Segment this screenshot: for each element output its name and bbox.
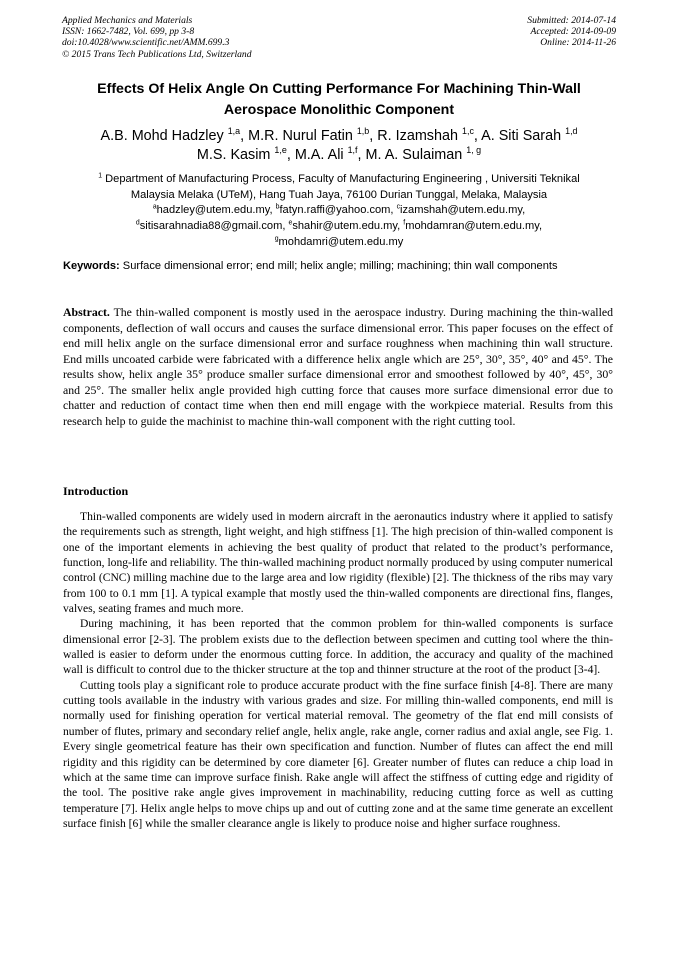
- keywords-block: [63, 259, 611, 274]
- accepted-date: Accepted: 2014-09-09: [530, 26, 616, 38]
- affiliation-mark: 1: [98, 172, 103, 180]
- doi-line: doi:10.4028/www.scientific.net/AMM.699.3: [62, 37, 230, 49]
- submitted-date: Submitted: 2014-07-14: [527, 15, 616, 26]
- email-mark: c: [396, 203, 401, 211]
- copyright-line: © 2015 Trans Tech Publications Ltd, Switzerland: [62, 48, 252, 60]
- keywords-label: Keywords:: [63, 260, 120, 272]
- email-mark: e: [288, 219, 293, 227]
- abstract-label: Abstract.: [63, 305, 110, 319]
- email-link[interactable]: sitisarahnadia88@gmail.com: [139, 220, 283, 233]
- author-name: A. Siti Sarah: [481, 128, 562, 144]
- author-line-1: A.B. Mohd Hadzley $^{1,a}$, M.R. Nurul Fatin $^{1,b}$, R. Izamshah $^{1,c}$, A. Siti Sarah $^{1,d}$: [100, 126, 578, 144]
- keywords-text: Surface dimensional error; end mill; helix angle; milling; machining; thin wall components: [119, 260, 558, 272]
- author-affil-mark: 1,d: [565, 126, 578, 137]
- author-name: M.A. Ali: [294, 147, 344, 163]
- email-line-3: [50, 235, 628, 251]
- email-mark: g: [274, 235, 279, 243]
- email-link[interactable]: mohdamran@utem.edu.my: [405, 220, 539, 233]
- email-mark: f: [403, 219, 406, 227]
- issn-line: ISSN: 1662-7482, Vol. 699, pp 3-8: [62, 26, 195, 38]
- author-list: [30, 127, 648, 165]
- paragraph: Thin-walled components are widely used in modern aircraft in the aeronautics industry where it applied to satisfy the requirements such as strength, light weight, and high stiffness [1]. The high precision of thin-walled component is one of the important elements in achieving the best quality of product that related to the product’s performance, function, long-life and reliability. The thin-walled machining product normally produced by using computer numerical control (CNC) milling machine due to the large area and low rigidity (flexible) [2]. The thickness of the ribs may vary from 100 to 0.1 mm [1]. A typical example that mostly used the thin-walled components are directional fins, flanges, valves, seating frames and much more.: [63, 510, 613, 616]
- section-heading-introduction: Introduction: [63, 484, 129, 498]
- introduction-body: [63, 509, 613, 831]
- affiliation-block: [50, 172, 628, 251]
- affiliation-line-2: Malaysia Melaka (UTeM), Hang Tuah Jaya, 76100 Durian Tunggal, Melaka, Malaysia: [130, 188, 548, 201]
- author-name: M.S. Kasim: [196, 147, 271, 163]
- email-line-2: $^d$sitisarahnadia88@gmail.com, $^e$shahir@utem.edu.my, $^f$mohdamran@utem.edu.my,: [135, 219, 543, 233]
- email-link[interactable]: fatyn.raffi@yahoo.com: [279, 204, 391, 217]
- online-date: Online: 2014-11-26: [540, 37, 616, 49]
- email-mark: b: [275, 203, 280, 211]
- email-line-1: $^a$hadzley@utem.edu.my, $^b$fatyn.raffi@yahoo.com, $^c$izamshah@utem.edu.my,: [152, 203, 526, 217]
- author-line-2: M.S. Kasim $^{1,e}$, M.A. Ali $^{1,f}$, M. A. Sulaiman $^{1, g}$: [196, 145, 482, 163]
- author-affil-mark: 1,f: [347, 145, 358, 156]
- affiliation-line-1: [50, 172, 628, 188]
- journal-header-right: [527, 15, 616, 49]
- abstract-block: [63, 305, 613, 429]
- email-mark: a: [152, 203, 157, 211]
- author-affil-mark: 1,b: [356, 126, 370, 137]
- email-link[interactable]: mohdamri@utem.edu.my: [278, 235, 404, 248]
- title-line-2: Aerospace Monolithic Component: [223, 102, 455, 118]
- author-name: R. Izamshah: [377, 128, 459, 144]
- author-affil-mark: 1,e: [274, 145, 287, 156]
- email-link[interactable]: shahir@utem.edu.my: [292, 220, 398, 233]
- paragraph: During machining, it has been reported that the common problem for thin-walled components is surface dimensional error [2-3]. The problem exists due to the deflection between specimen and cutting tool where the thin-walled is easier to deform under the enormous cutting force. In addition, the accuracy and quality of the machined wall is difficult to control due to the thicker structure at the top and thinner structure at the root of the product [3-4].: [63, 617, 613, 677]
- title-line-1: Effects Of Helix Angle On Cutting Performance For Machining Thin-Wall: [97, 81, 581, 97]
- author-affil-mark: 1, g: [466, 145, 482, 156]
- paper-title: [40, 79, 638, 121]
- author-name: A.B. Mohd Hadzley: [100, 128, 224, 144]
- author-name: M. A. Sulaiman: [365, 147, 463, 163]
- author-name: M.R. Nurul Fatin: [248, 128, 353, 144]
- affiliation-text: Department of Manufacturing Process, Faculty of Manufacturing Engineering , Universiti Teknikal: [105, 173, 580, 185]
- email-mark: d: [135, 219, 140, 227]
- email-link[interactable]: izamshah@utem.edu.my: [400, 204, 523, 217]
- author-affil-mark: 1,c: [462, 126, 474, 137]
- author-affil-mark: 1,a: [227, 126, 241, 137]
- journal-header-left: [62, 15, 252, 60]
- email-link[interactable]: hadzley@utem.edu.my: [156, 204, 270, 217]
- journal-name: Applied Mechanics and Materials: [62, 15, 193, 26]
- abstract-text: The thin-walled component is mostly used in the aerospace industry. During machining the thin-walled components, deflection of wall occurs and causes the surface dimensional error. This paper focuses on the effect of end mill helix angle on the surface dimensional error and surface roughness when machining thin wall structure. End mills uncoated carbide were fabricated with a difference helix angle which are 25°, 30°, 35°, 40° and 45°. The results show, helix angle 35° produce smaller surface dimensional error and smoothest followed by 40°, 45°, 30° and 25°. The smaller helix angle provided high cutting force that causes more surface dimensional error due to chatter and reduction of contact time when then end mill engage with the workpiece material. Results from this research help to guide the machinist to machine thin-wall component with the right cutting tool.: [63, 305, 613, 428]
- paragraph: Cutting tools play a significant role to produce accurate product with the fine surface finish [4-8]. There are many cutting tools available in the industry with various grades and size. For milling thin-walled components, end mill is normally used for finishing operation for vertical material removal. The geometry of the flat end mill consists of number of flutes, primary and secondary relief angle, helix angle, rake angle, corner radius and axial angle, see Fig. 1. Every single geometrical feature has their own specification and function. Number of flutes can affect the end mill rigidity and this rigidity can be determined by core diameter [6]. Greater number of flutes can reduce a chip load in which at the same time can improve surface finish. Rake angle will affect the stiffness of cutting edge and rigidity of the tool. The positive rake angle gives improvement in machinability, reducing cutting force as well as cutting temperature [7]. Helix angle helps to move chips up and out of cutting zone and at the same time generate an excellent surface finish [6] while the smaller clearance angle is likely to produce noise and higher surface roughness.: [63, 678, 613, 830]
